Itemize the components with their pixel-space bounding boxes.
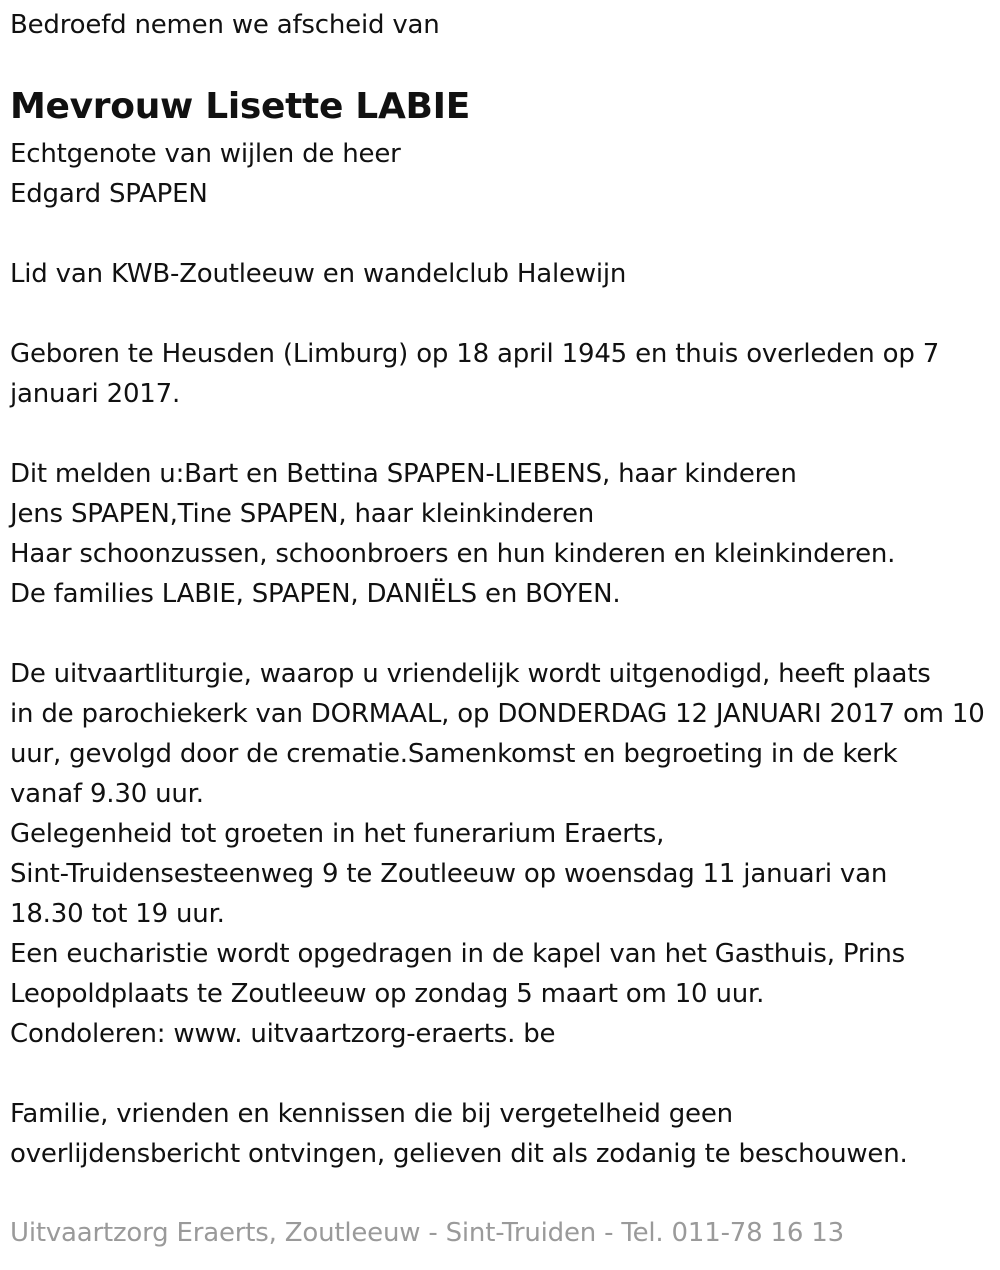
ceremony-block: [10, 654, 985, 1054]
ceremony-line: Sint-Truidensesteenweg 9 te Zoutleeuw op woensdag 11 januari van: [10, 859, 888, 889]
birth-death-line-1: Geboren te Heusden (Limburg) op 18 april 1945 en thuis overleden op 7: [10, 339, 940, 369]
closing-line: Familie, vrienden en kennissen die bij vergetelheid geen: [10, 1099, 733, 1129]
spouse-line-1: Echtgenote van wijlen de heer: [10, 139, 401, 169]
funeral-home-footer: Uitvaartzorg Eraerts, Zoutleeuw - Sint-Truiden - Tel. 011-78 16 13: [10, 1218, 844, 1248]
ceremony-line: Een eucharistie wordt opgedragen in de kapel van het Gasthuis, Prins: [10, 939, 906, 969]
ceremony-line: vanaf 9.30 uur.: [10, 779, 204, 809]
closing-line: overlijdensbericht ontvingen, gelieven dit als zodanig te beschouwen.: [10, 1139, 908, 1169]
family-line: Dit melden u:Bart en Bettina SPAPEN-LIEBENS, haar kinderen: [10, 459, 797, 489]
ceremony-line: Leopoldplaats te Zoutleeuw op zondag 5 maart om 10 uur.: [10, 979, 765, 1009]
family-line: Jens SPAPEN,Tine SPAPEN, haar kleinkinderen: [10, 499, 595, 529]
family-block: [10, 454, 895, 614]
ceremony-line: in de parochiekerk van DORMAAL, op DONDERDAG 12 JANUARI 2017 om 10: [10, 699, 985, 729]
ceremony-line: 18.30 tot 19 uur.: [10, 899, 225, 929]
deceased-name: Mevrouw Lisette LABIE: [10, 86, 471, 127]
family-line: De families LABIE, SPAPEN, DANIËLS en BOYEN.: [10, 579, 621, 609]
birth-death-line-2: januari 2017.: [10, 379, 181, 409]
condolence-line: Condoleren: www. uitvaartzorg-eraerts. be: [10, 1019, 556, 1049]
membership-text: Lid van KWB-Zoutleeuw en wandelclub Halewijn: [10, 259, 627, 289]
family-line: Haar schoonzussen, schoonbroers en hun kinderen en kleinkinderen.: [10, 539, 896, 569]
birth-death-block: [10, 334, 939, 414]
ceremony-line: uur, gevolgd door de crematie.Samenkomst en begroeting in de kerk: [10, 739, 898, 769]
ceremony-line: Gelegenheid tot groeten in het funerarium Eraerts,: [10, 819, 665, 849]
intro-text: Bedroefd nemen we afscheid van: [10, 10, 440, 40]
spouse-line-2: Edgard SPAPEN: [10, 179, 208, 209]
ceremony-line: De uitvaartliturgie, waarop u vriendelijk wordt uitgenodigd, heeft plaats: [10, 659, 931, 689]
closing-block: [10, 1094, 908, 1174]
spouse-block: [10, 134, 401, 214]
